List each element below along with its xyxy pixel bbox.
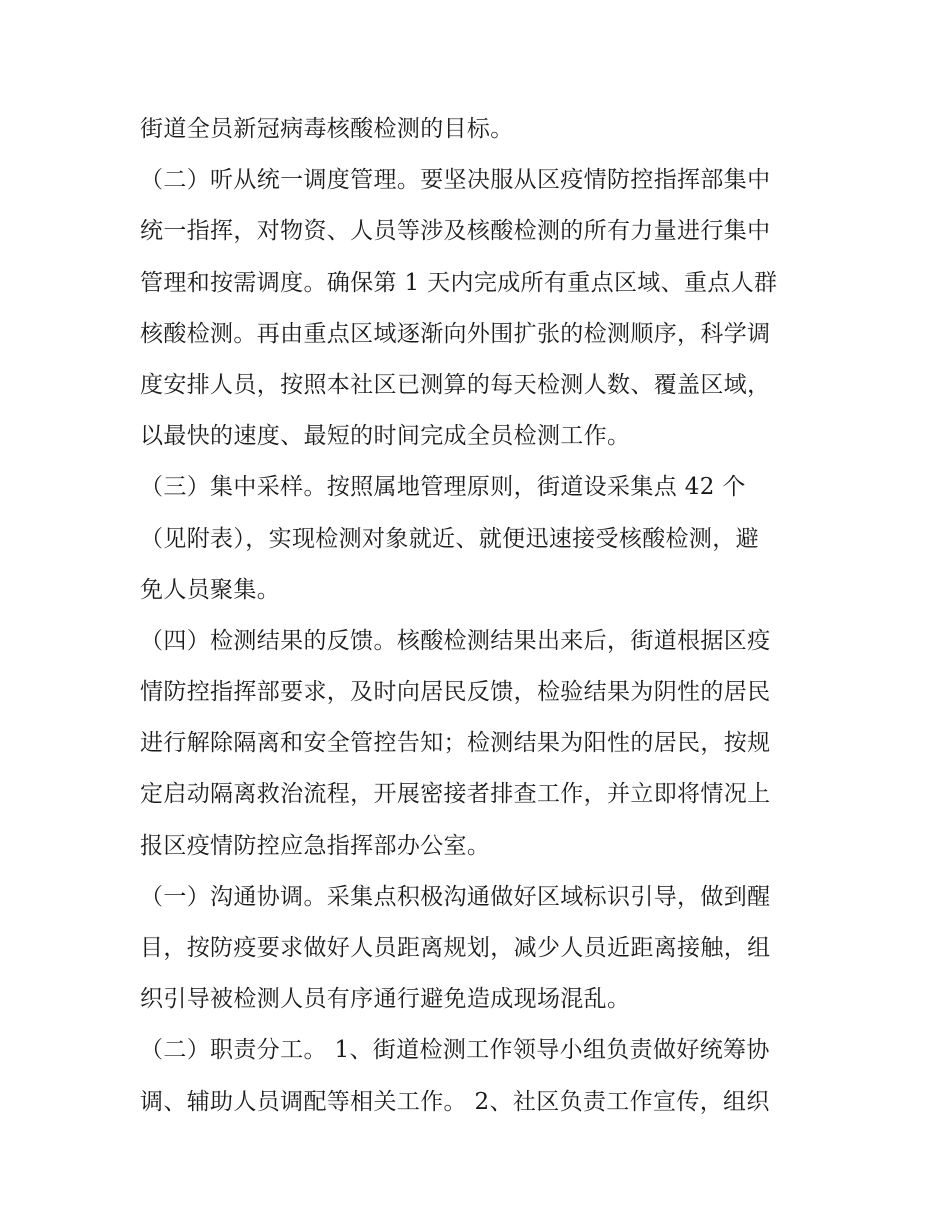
text-line: 进行解除隔离和安全管控告知；检测结果为阳性的居民，按规 [140, 730, 771, 757]
text-line: （二）听从统一调度管理。要坚决服从区疫情防控指挥部集中 [140, 167, 771, 194]
text-line: 管理和按需调度。确保第 1 天内完成所有重点区域、重点人群 [140, 269, 778, 296]
text-line: 目，按防疫要求做好人员距离规划，减少人员近距离接触，组 [140, 935, 771, 961]
text-line: 度安排人员，按照本社区已测算的每天检测人数、覆盖区域， [140, 371, 771, 398]
text-line: 情防控指挥部要求，及时向居民反馈，检验结果为阴性的居民 [140, 679, 771, 706]
text-line: （三）集中采样。按照属地管理原则，街道设采集点 42 个 [140, 474, 746, 501]
text-line: 报区疫情防控应急指挥部办公室。 [140, 832, 491, 859]
document-body [140, 104, 820, 1128]
text-line: 以最快的速度、最短的时间完成全员检测工作。 [140, 423, 631, 450]
text-line: 织引导被检测人员有序通行避免造成现场混乱。 [140, 986, 631, 1013]
text-line: 统一指挥，对物资、人员等涉及核酸检测的所有力量进行集中 [140, 218, 771, 245]
text-line: （见附表），实现检测对象就近、就便迅速接受核酸检测，避 [140, 525, 759, 552]
text-line: （一）沟通协调。采集点积极沟通做好区域标识引导，做到醒 [140, 883, 771, 910]
text-line: 调、辅助人员调配等相关工作。 2、社区负责工作宣传，组织 [140, 1088, 770, 1115]
text-line: 核酸检测。再由重点区域逐渐向外围扩张的检测顺序，科学调 [140, 320, 771, 347]
text-line: 免人员聚集。 [140, 576, 281, 603]
text-line: （四）检测结果的反馈。核酸检测结果出来后，街道根据区疫 [140, 627, 771, 654]
text-line: 街道全员新冠病毒核酸检测的目标。 [140, 116, 514, 142]
text-line: （二）职责分工。 1、街道检测工作领导小组负责做好统筹协 [140, 1037, 770, 1064]
text-line: 定启动隔离救治流程，开展密接者排查工作，并立即将情况上 [140, 781, 771, 808]
